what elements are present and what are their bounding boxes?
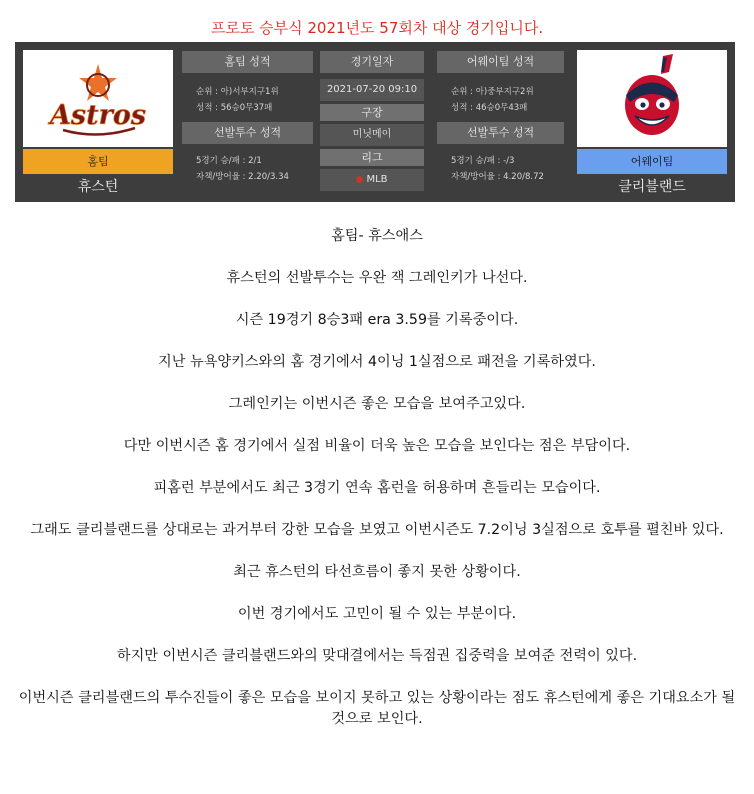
home-stats-column bbox=[182, 51, 313, 185]
paragraph: 최근 휴스턴의 타선흐름이 좋지 못한 상황이다. bbox=[233, 564, 521, 580]
away-team-name: 클리블랜드 bbox=[618, 179, 686, 195]
home-pitcher-games: 5경기 승/패 : 2/1 bbox=[196, 156, 262, 166]
paragraph: 이번시즌 클리블랜드의 투수진들이 좋은 모습을 보이지 못하고 있는 상황이라는 점도 휴스턴에게 좋은 기대요소가 될 것으로 보인다. bbox=[18, 690, 736, 727]
venue-header: 구장 bbox=[320, 104, 424, 121]
home-pitcher-header: 선발투수 성적 bbox=[182, 122, 313, 144]
league-cell bbox=[320, 169, 424, 191]
away-rank: 순위 : 아)중부지구2위 bbox=[451, 87, 534, 97]
paragraph: 홈팀- 휴스애스 bbox=[331, 228, 423, 244]
paragraph: 지난 뉴욕양키스와의 홈 경기에서 4이닝 1실점으로 패전을 기록하였다. bbox=[158, 354, 596, 370]
home-tag: 홈팀 bbox=[23, 149, 173, 174]
away-tag: 어웨이팀 bbox=[577, 149, 727, 174]
home-result: 성적 : 56승0무37패 bbox=[196, 103, 273, 113]
paragraph: 시즌 19경기 8승3패 era 3.59를 기록중이다. bbox=[235, 312, 519, 328]
paragraph: 하지만 이번시즌 클리블랜드와의 맞대결에서는 득점권 집중력을 보여준 전력이 있다. bbox=[116, 648, 638, 664]
home-team-panel bbox=[23, 50, 173, 198]
away-pitcher-header: 선발투수 성적 bbox=[437, 122, 564, 144]
league: MLB bbox=[366, 174, 388, 185]
home-rank: 순위 : 아)서부지구1위 bbox=[196, 87, 279, 97]
paragraph: 휴스턴의 선발투수는 우완 잭 그레인키가 나선다. bbox=[226, 270, 528, 286]
league-header: 리그 bbox=[320, 149, 424, 166]
date-header: 경기일자 bbox=[320, 51, 424, 73]
away-stats-column bbox=[437, 51, 564, 185]
paragraph: 이번 경기에서도 고민이 될 수 있는 부분이다. bbox=[237, 606, 517, 622]
match-card bbox=[15, 42, 735, 202]
away-record-header: 어웨이팀 성적 bbox=[437, 51, 564, 73]
home-record-header: 홈팀 성적 bbox=[182, 51, 313, 73]
home-team-logo bbox=[23, 50, 173, 147]
headline: 프로토 승부식 2021년도 57회차 대상 경기입니다. bbox=[210, 19, 544, 37]
match-info-column bbox=[320, 51, 424, 191]
mlb-icon bbox=[356, 176, 363, 183]
home-pitcher-era: 자책/방어율 : 2.20/3.34 bbox=[196, 172, 289, 182]
away-team-logo bbox=[577, 50, 727, 147]
paragraph: 그래도 클리블랜드를 상대로는 과거부터 강한 모습을 보였고 이번시즌도 7.2이닝 3실점으로 호투를 펼친바 있다. bbox=[30, 522, 724, 538]
match-date: 2021-07-20 09:10 bbox=[320, 79, 424, 101]
paragraph: 다만 이번시즌 홈 경기에서 실점 비율이 더욱 높은 모습을 보인다는 점은 부담이다. bbox=[123, 438, 631, 454]
article-body bbox=[10, 226, 744, 751]
away-pitcher-era: 자책/방어율 : 4.20/8.72 bbox=[451, 172, 544, 182]
away-result: 성적 : 46승0무43패 bbox=[451, 103, 528, 113]
venue: 미닛메이 bbox=[320, 124, 424, 146]
paragraph: 그레인키는 이번시즌 좋은 모습을 보여주고있다. bbox=[228, 396, 526, 412]
astros-wordmark: Astros bbox=[49, 100, 147, 131]
paragraph: 피홈런 부분에서도 최근 3경기 연속 홈런을 허용하며 흔들리는 모습이다. bbox=[153, 480, 601, 496]
away-team-panel bbox=[577, 50, 727, 198]
home-team-name: 휴스턴 bbox=[77, 179, 119, 195]
away-pitcher-games: 5경기 승/패 : -/3 bbox=[451, 156, 515, 166]
